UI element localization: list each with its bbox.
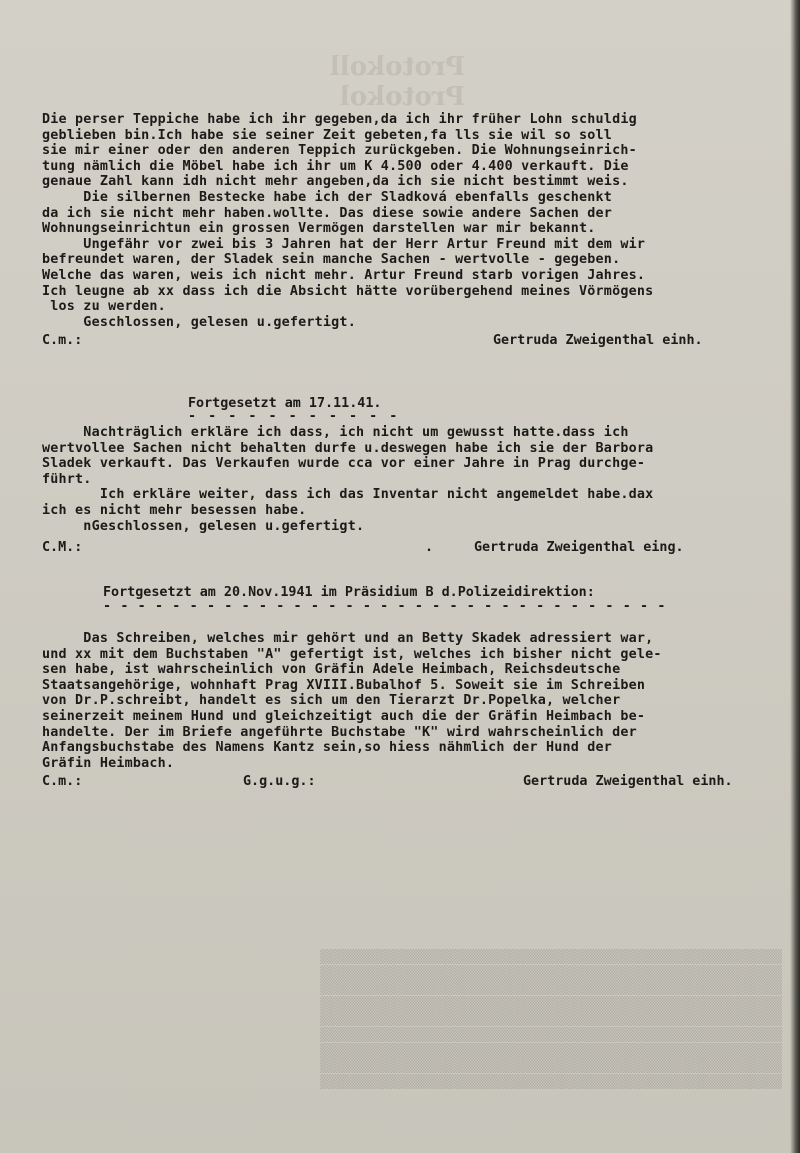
text-line: seinerzeit meinem Hund und gleichzeitigt auch die der Gräfin Heimbach be- <box>42 708 646 724</box>
section-3-body <box>42 631 762 771</box>
text-line: Die perser Teppiche habe ich ihr gegeben,da ich ihr früher Lohn schuldig <box>42 112 637 127</box>
text-line: Ich erkläre weiter, dass ich das Inventar nicht angemeldet habe.dax <box>42 487 654 503</box>
section-2-body <box>42 425 762 534</box>
text-line: sie mir einer oder den anderen Teppich zurückgeben. Die Wohnungseinrich- <box>42 143 637 159</box>
statement-paragraph-1 <box>42 112 762 330</box>
signature-dot: . <box>425 540 434 555</box>
text-line: sen habe, ist wahrscheinlich von Gräfin Adele Heimbach, Reichsdeutsche <box>42 662 621 678</box>
text-line: ich es nicht mehr besessen habe. <box>42 502 307 518</box>
text-line: Ungefähr vor zwei bis 3 Jahren hat der Herr Artur Freund mit dem wir <box>42 236 646 252</box>
text-line: handelte. Der im Briefe angeführte Buchstabe "K" wird wahrscheinlich der <box>42 724 637 740</box>
signature-label-middle: G.g.u.g.: <box>243 774 316 789</box>
page-edge-shadow <box>790 0 800 1153</box>
signature-name: Gertruda Zweigenthal eing. <box>474 540 684 555</box>
text-line: Staatsangehörige, wohnhaft Prag XVIII.Bubalhof 5. Soweit sie im Schreiben <box>42 677 646 693</box>
section-3-underline: - - - - - - - - - - - - - - - - - - - - - - - - - - - - - - - - - <box>103 599 667 614</box>
text-line: wertvollee Sachen nicht behalten durfe u.deswegen habe ich sie der Barbora <box>42 440 654 456</box>
text-line: von Dr.P.schreibt, handelt es sich um den Tierarzt Dr.Popelka, welcher <box>42 693 621 709</box>
section-2-underline: - - - - - - - - - - - <box>188 409 400 424</box>
text-line: los zu werden. <box>42 299 166 315</box>
text-line: führt. <box>42 471 92 487</box>
text-line: Welche das waren, weis ich nicht mehr. Artur Freund starb vorigen Jahres. <box>42 267 646 283</box>
section-2-heading: Fortgesetzt am 17.11.41. <box>188 396 382 411</box>
signature-label-left: C.m.: <box>42 774 83 789</box>
signature-name: Gertruda Zweigenthal einh. <box>523 774 733 789</box>
text-line: Nachträglich erkläre ich dass, ich nicht um gewusst hatte.dass ich <box>42 425 629 440</box>
text-line: nGeschlossen, gelesen u.gefertigt. <box>42 518 365 534</box>
signature-label-left: C.m.: <box>42 333 83 348</box>
bleed-through-heading: Protokoll Protokol <box>330 52 466 112</box>
text-line: und xx mit dem Buchstaben "A" gefertigt ist, welches ich bisher nicht gele- <box>42 646 662 662</box>
text-line: geblieben bin.Ich habe sie seiner Zeit gebeten,fa lls sie wil so soll <box>42 127 613 143</box>
text-line: Anfangsbuchstabe des Namens Kantz sein,so hiess nähmlich der Hund der <box>42 740 613 756</box>
text-line: Gräfin Heimbach. <box>42 755 175 771</box>
text-line: befreundet waren, der Sladek sein manche Sachen - wertvolle - gegeben. <box>42 252 621 268</box>
bleed-through-texture: ▒▒▒▒▒▒▒▒▒▒▒▒▒▒▒▒▒▒▒▒▒▒▒▒▒▒▒▒▒▒▒▒▒▒▒▒▒▒▒▒▒▒▒▒▒▒▒▒▒▒▒▒▒▒▒▒▒▒▒ ▒▒▒▒▒▒▒▒▒▒▒▒▒▒▒▒▒▒▒▒▒▒▒▒▒▒▒▒▒▒▒▒▒▒▒▒▒▒▒▒▒▒▒▒▒▒▒▒▒▒▒▒▒▒▒▒▒▒▒ ▒▒▒▒▒▒▒▒▒▒▒▒▒▒▒▒▒▒▒▒▒▒▒▒▒▒▒▒▒▒▒▒▒▒▒▒▒▒▒▒▒▒▒▒▒▒▒▒▒▒▒▒▒▒▒▒▒▒▒ ▒▒▒▒▒▒▒▒▒▒▒▒▒▒▒▒▒▒▒▒▒▒▒▒▒▒▒▒▒▒▒▒▒▒▒▒▒▒▒▒▒▒▒▒▒▒▒▒▒▒▒▒▒▒▒▒▒▒▒ ▒▒▒▒▒▒▒▒▒▒▒▒▒▒▒▒▒▒▒▒▒▒▒▒▒▒▒▒▒▒▒▒▒▒▒▒▒▒▒▒▒▒▒▒▒▒▒▒▒▒▒▒▒▒▒▒▒▒▒ ▒▒▒▒▒▒▒▒▒▒▒▒▒▒▒▒▒▒▒▒▒▒▒▒▒▒▒▒▒▒▒▒▒▒▒▒▒▒▒▒▒▒▒▒▒▒▒▒▒▒▒▒▒▒▒▒▒▒▒ ▒▒▒▒▒▒▒▒▒▒▒▒▒▒▒▒▒▒▒▒▒▒▒▒▒▒▒▒▒▒▒▒▒▒▒▒▒▒▒▒▒▒▒▒▒▒▒▒▒▒▒▒▒▒▒▒▒▒▒ ▒▒▒▒▒▒▒▒▒▒▒▒▒▒▒▒▒▒▒▒▒▒▒▒▒▒▒▒▒▒▒▒▒▒▒▒▒▒▒▒▒▒▒▒▒▒▒▒▒▒▒▒▒▒▒▒▒▒▒ ▒▒▒▒▒▒▒▒▒▒▒▒▒▒▒▒▒▒▒▒▒▒▒▒▒▒▒▒▒▒▒▒▒▒▒▒▒▒▒▒▒▒▒▒▒▒▒▒▒▒▒▒▒▒▒▒▒▒▒ <box>320 950 782 1090</box>
text-line: Sladek verkauft. Das Verkaufen wurde cca vor einer Jahre in Prag durchge- <box>42 456 646 472</box>
signature-label-left: C.M.: <box>42 540 83 555</box>
text-line: genaue Zahl kann idh nicht mehr angeben,da ich sie nicht bestimmt weis. <box>42 174 629 190</box>
text-line: da ich sie nicht mehr haben.wollte. Das diese sowie andere Sachen der <box>42 205 613 221</box>
text-line: Das Schreiben, welches mir gehört und an Betty Skadek adressiert war, <box>42 631 654 646</box>
text-line: tung nämlich die Möbel habe ich ihr um K 4.500 oder 4.400 verkauft. Die <box>42 158 629 174</box>
section-3-heading: Fortgesetzt am 20.Nov.1941 im Präsidium B d.Polizeidirektion: <box>103 585 595 600</box>
text-line: Geschlossen, gelesen u.gefertigt. <box>42 314 356 330</box>
text-line: Wohnungseinrichtun ein grossen Vermögen darstellen war mir bekannt. <box>42 221 596 237</box>
text-line: Ich leugne ab xx dass ich die Absicht hätte vorübergehend meines Vörmögens <box>42 283 654 299</box>
text-line: Die silbernen Bestecke habe ich der Sladková ebenfalls geschenkt <box>42 189 613 205</box>
signature-name: Gertruda Zweigenthal einh. <box>493 333 703 348</box>
